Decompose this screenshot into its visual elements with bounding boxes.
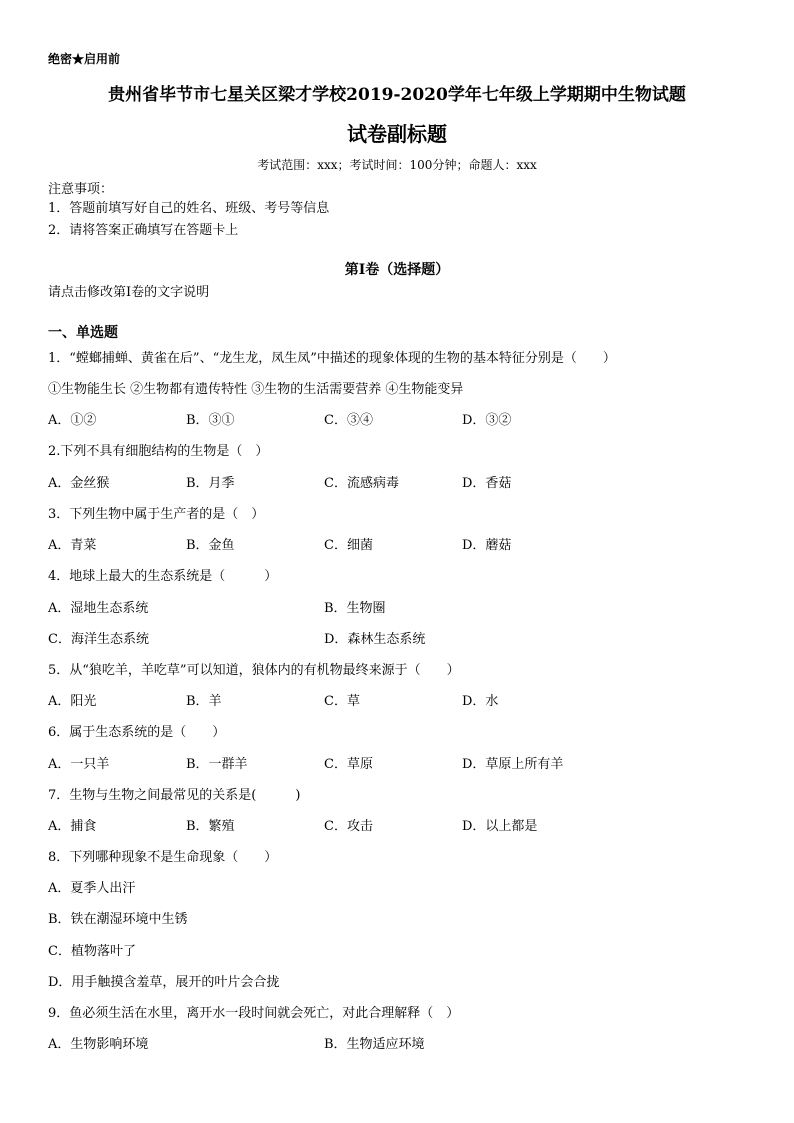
option[interactable]: C．③④ <box>324 413 373 428</box>
option[interactable]: C．草 <box>324 694 360 709</box>
question-text: 1．“螳螂捕蝉、黄雀在后”、“龙生龙，凤生凤”中描述的现象体现的生物的基本特征分别是（ ） <box>48 351 616 366</box>
option[interactable]: B．一群羊 <box>186 757 248 772</box>
option[interactable]: B．月季 <box>186 476 235 491</box>
option[interactable]: A．①② <box>48 413 97 428</box>
volume-desc[interactable]: 请点击修改第I卷的文字说明 <box>48 285 210 300</box>
option[interactable]: D．草原上所有羊 <box>462 757 564 772</box>
question-text: 9．鱼必须生活在水里，离开水一段时间就会死亡，对此合理解释（ ） <box>48 1006 460 1021</box>
option[interactable]: A．生物影响环境 <box>48 1037 149 1052</box>
question-text: 4．地球上最大的生态系统是（ ） <box>48 569 278 584</box>
option[interactable]: A．夏季人出汗 <box>48 881 136 896</box>
question-text: 3．下列生物中属于生产者的是（ ） <box>48 507 265 522</box>
option[interactable]: A．捕食 <box>48 819 97 834</box>
option[interactable]: C．草原 <box>324 757 373 772</box>
secret-label: 绝密★启用前 <box>48 52 121 66</box>
option[interactable]: B．繁殖 <box>186 819 235 834</box>
option[interactable]: A．湿地生态系统 <box>48 601 149 616</box>
option[interactable]: D．森林生态系统 <box>324 632 426 647</box>
option[interactable]: A．阳光 <box>48 694 97 709</box>
exam-meta: 考试范围：xxx；考试时间：100分钟；命题人：xxx <box>257 158 537 172</box>
option[interactable]: B．③① <box>186 413 235 428</box>
question-text: 7．生物与生物之间最常见的关系是( ) <box>48 788 301 803</box>
option[interactable]: C．海洋生态系统 <box>48 632 149 647</box>
option[interactable]: D．蘑菇 <box>462 538 512 553</box>
option[interactable]: B．生物适应环境 <box>324 1037 425 1052</box>
question-text: 5．从“狼吃羊，羊吃草”可以知道，狼体内的有机物最终来源于（ ） <box>48 663 460 678</box>
option[interactable]: B．铁在潮湿环境中生锈 <box>48 912 188 927</box>
option[interactable]: A．一只羊 <box>48 757 110 772</box>
option[interactable]: C．流感病毒 <box>324 476 399 491</box>
question-text: 2.下列不具有细胞结构的生物是（ ） <box>48 444 269 459</box>
option[interactable]: B．生物圈 <box>324 601 386 616</box>
volume-title: 第I卷（选择题） <box>344 262 450 278</box>
page-subtitle: 试卷副标题 <box>347 122 447 146</box>
question-extra: ①生物能生长 ②生物都有遗传特性 ③生物的生活需要营养 ④生物能变异 <box>48 382 464 397</box>
notice-item: 1．答题前填写好自己的姓名、班级、考号等信息 <box>48 201 330 216</box>
option[interactable]: D．香菇 <box>462 476 512 491</box>
option[interactable]: A．金丝猴 <box>48 476 110 491</box>
notice-item: 2．请将答案正确填写在答题卡上 <box>48 223 239 238</box>
option[interactable]: C．植物落叶了 <box>48 944 136 959</box>
section-title: 一、单选题 <box>48 325 118 341</box>
option[interactable]: C．细菌 <box>324 538 373 553</box>
option[interactable]: C．攻击 <box>324 819 373 834</box>
option[interactable]: D．水 <box>462 694 499 709</box>
option[interactable]: A．青菜 <box>48 538 97 553</box>
option[interactable]: D．以上都是 <box>462 819 538 834</box>
option[interactable]: D．用手触摸含羞草，展开的叶片会合拢 <box>48 975 280 990</box>
question-text: 8．下列哪种现象不是生命现象（ ） <box>48 850 278 865</box>
page-title: 贵州省毕节市七星关区梁才学校2019-2020学年七年级上学期期中生物试题 <box>108 85 686 105</box>
notice-heading: 注意事项： <box>48 182 114 197</box>
question-text: 6．属于生态系统的是（ ） <box>48 725 226 740</box>
option[interactable]: D．③② <box>462 413 512 428</box>
option[interactable]: B．羊 <box>186 694 222 709</box>
option[interactable]: B．金鱼 <box>186 538 235 553</box>
